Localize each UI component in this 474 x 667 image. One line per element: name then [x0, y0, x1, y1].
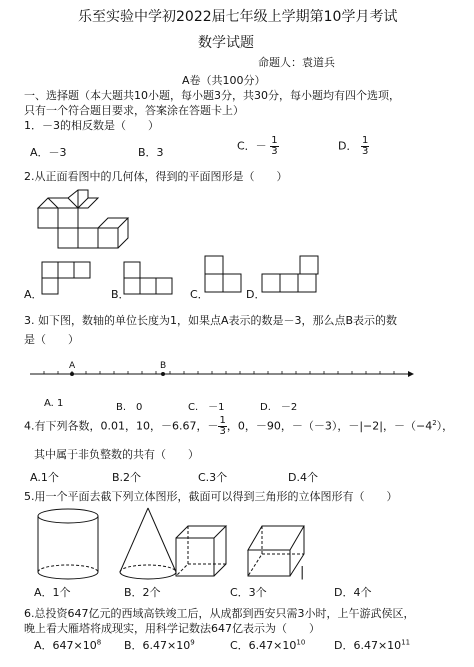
q5-option-a: A．1个 — [34, 586, 71, 599]
q6-option-c: C．$6.47\times 10^{10}$ — [230, 638, 306, 652]
q2-option-c: C． — [190, 288, 209, 301]
number-line — [30, 362, 410, 382]
q5-stem: 5.用一个平面去截下列立体图形，截面可以得到三角形的立体图形有（ ） — [24, 490, 398, 503]
q5-option-d: D．4个 — [334, 586, 372, 599]
volume-label: A卷（共100分） — [182, 74, 266, 87]
point-a-label: A — [69, 361, 76, 371]
point-b-marker — [161, 372, 165, 376]
q2-option-d-figure — [262, 256, 318, 296]
q2-option-b: B． — [111, 288, 130, 301]
q2-stem: 2.从正面看图中的几何体，得到的平面图形是（ ） — [24, 170, 288, 183]
page-subtitle: 数学试题 — [198, 35, 254, 51]
q3-stem: 3. 如下图，数轴的单位长度为1，如果点A表示的数是－3，那么点B表示的数 — [24, 314, 398, 327]
q6-option-a: A．$647\times 10^8$ — [34, 638, 102, 652]
text-cursor: | — [300, 565, 305, 580]
section-heading: 一、选择题（本大题共10小题，每小题3分，共30分，每小题均有四个选项， — [24, 89, 400, 102]
q1-stem: 1．－3的相反数是（ ） — [24, 119, 159, 132]
q4-stem-cont: 其中属于非负整数的共有（ ） — [34, 448, 199, 461]
q3-option-d: D. －2 — [260, 402, 298, 413]
q1-option-c: C．－ $\frac{1}{3}$ — [237, 135, 278, 157]
q4-option-b: B.2个 — [112, 471, 142, 484]
q4-option-a: A.1个 — [30, 471, 59, 484]
q5-cube-figure — [174, 524, 230, 580]
q2-option-a-figure — [42, 262, 92, 296]
q1-option-d: D． $\frac{1}{3}$ — [338, 135, 369, 157]
point-a-marker — [70, 372, 74, 376]
page-title: 乐至实验中学初2022届七年级上学期第10学月考试 — [78, 9, 398, 25]
q4-option-d: D.4个 — [288, 471, 318, 484]
q6-option-b: B．$6.47\times 10^9$ — [124, 638, 195, 652]
q3-option-a: A. 1 — [44, 398, 64, 409]
q3-option-c: C. －1 — [188, 402, 225, 413]
q4-option-c: C.3个 — [198, 471, 228, 484]
q2-option-b-figure — [124, 262, 174, 296]
q5-option-b: B．2个 — [124, 586, 161, 599]
q6-stem-cont: 晚上看大雁塔将成现实，用科学记数法647亿表示为（ ） — [24, 622, 320, 635]
section-heading-cont: 只有一个符合题目要求，答案涂在答题卡上） — [24, 104, 244, 117]
q1-option-a: A．－3 — [30, 146, 67, 159]
q2-option-d: D． — [246, 288, 266, 301]
point-b-label: B — [160, 361, 167, 371]
q5-prism-figure — [246, 524, 308, 580]
q6-stem: 6.总投资647亿元的西域高铁竣工后，从成都到西安只需3小时，上午游武侯区， — [24, 607, 415, 620]
author-line: 命题人：袁道兵 — [258, 56, 335, 69]
q3-stem-cont: 是（ ） — [24, 333, 79, 346]
q4-stem: 4.有下列各数，0.01，10，－6.67，－ $\frac{1}{3}$ ，0，－90，－（－3），－|−2|，$-(-4^2)$， — [24, 415, 454, 437]
q5-cone-figure — [118, 506, 178, 582]
q3-option-b: B. 0 — [116, 402, 143, 413]
q2-solid-figure — [38, 190, 148, 240]
q2-option-a: A． — [24, 288, 43, 301]
q5-cylinder-figure — [36, 508, 100, 580]
q5-option-c: C．3个 — [230, 586, 267, 599]
q1-option-b: B．3 — [138, 146, 164, 159]
q6-option-d: D．$6.47\times 10^{11}$ — [334, 638, 411, 652]
